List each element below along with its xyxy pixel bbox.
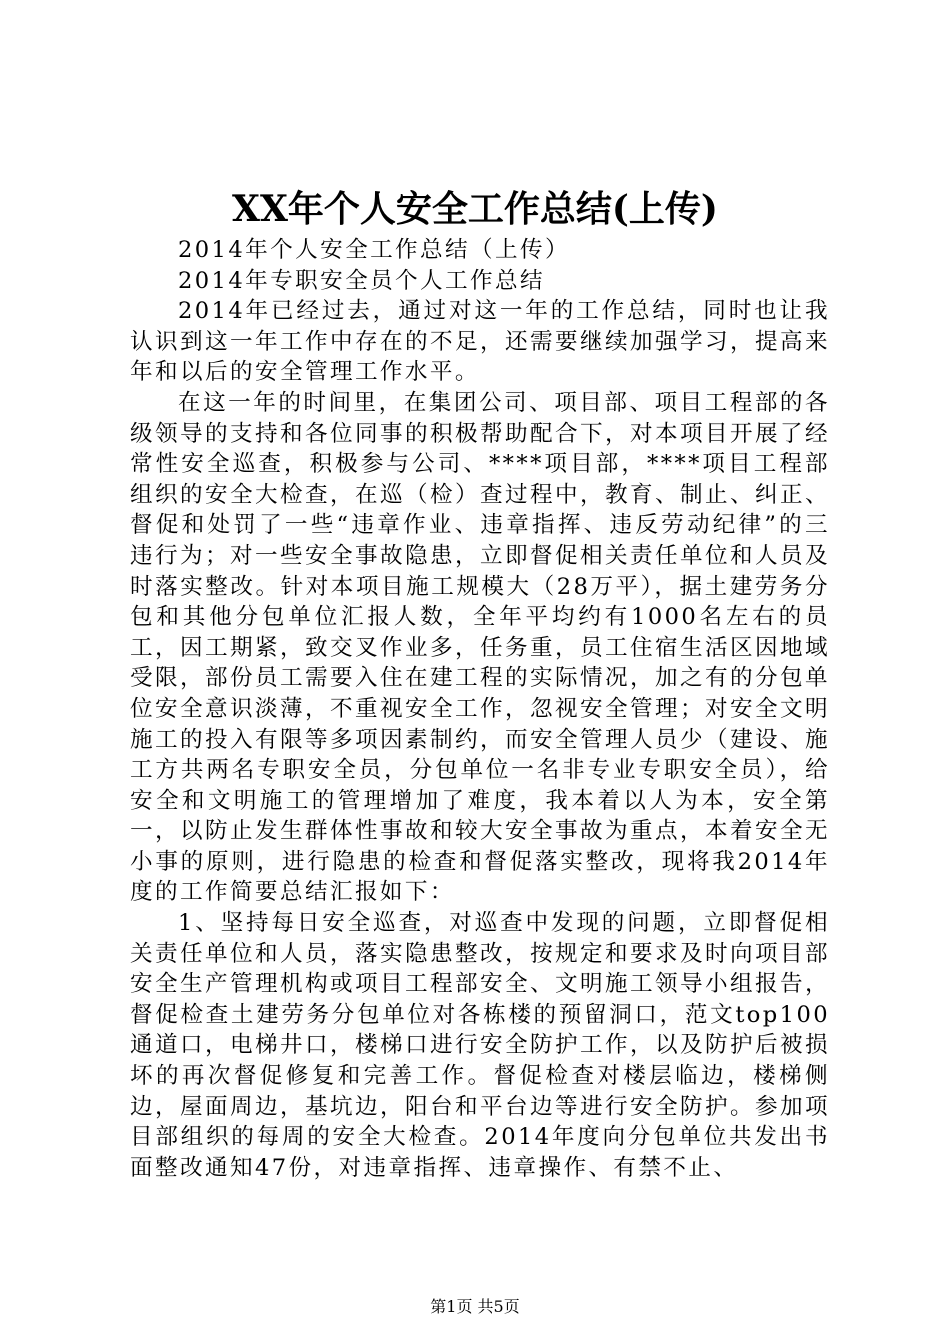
page-footer: 第1页 共5页 <box>430 1297 520 1316</box>
document-title: XX年个人安全工作总结(上传) <box>232 188 718 230</box>
paragraph-intro: 2014年已经过去，通过对这一年的工作总结，同时也让我认识到这一年工作中存在的不足，还需要继续加强学习，提高来年和以后的安全管理工作水平。 <box>130 298 830 386</box>
paragraph-subtitle-1: 2014年个人安全工作总结（上传） <box>178 237 571 263</box>
paragraph-item-1: 1、坚持每日安全巡查，对巡查中发现的问题，立即督促相关责任单位和人员，落实隐患整改，按规定和要求及时向项目部安全生产管理机构或项目工程部安全、文明施工领导小组报告，督促检查土建劳务分包单位对各栋楼的预留洞口，范文top100通道口，电梯井口，楼梯口进行安全防护工作，以及防护后被损坏的再次督促修复和完善工作。督促检查对楼层临边，楼梯侧边，屋面周边，基坑边，阳台和平台边等进行安全防护。参加项目部组织的每周的安全大检查。2014年度向分包单位共发出书面整改通知47份，对违章指挥、违章操作、有禁不止、 <box>130 910 830 1181</box>
paragraph-overview: 在这一年的时间里，在集团公司、项目部、项目工程部的各级领导的支持和各位同事的积极帮助配合下，对本项目开展了经常性安全巡查，积极参与公司、****项目部，****项目工程部组织的安全大检查，在巡（检）查过程中，教育、制止、纠正、督促和处罚了一些“违章作业、违章指挥、违反劳动纪律”的三违行为；对一些安全事故隐患，立即督促相关责任单位和人员及时落实整改。针对本项目施工规模大（28万平），据土建劳务分包和其他分包单位汇报人数，全年平均约有1000名左右的员工，因工期紧，致交叉作业多，任务重，员工住宿生活区因地域受限，部份员工需要入住在建工程的实际情况，加之有的分包单位安全意识淡薄，不重视安全工作，忽视安全管理；对安全文明施工的投入有限等多项因素制约，而安全管理人员少（建设、施工方共两名专职安全员，分包单位一名非专业专职安全员），给安全和文明施工的管理增加了难度，我本着以人为本，安全第一，以防止发生群体性事故和较大安全事故为重点，本着安全无小事的原则，进行隐患的检查和督促落实整改，现将我2014年度的工作简要总结汇报如下： <box>130 389 830 906</box>
paragraph-subtitle-2: 2014年专职安全员个人工作总结 <box>178 267 546 294</box>
document-body <box>130 235 830 1183</box>
